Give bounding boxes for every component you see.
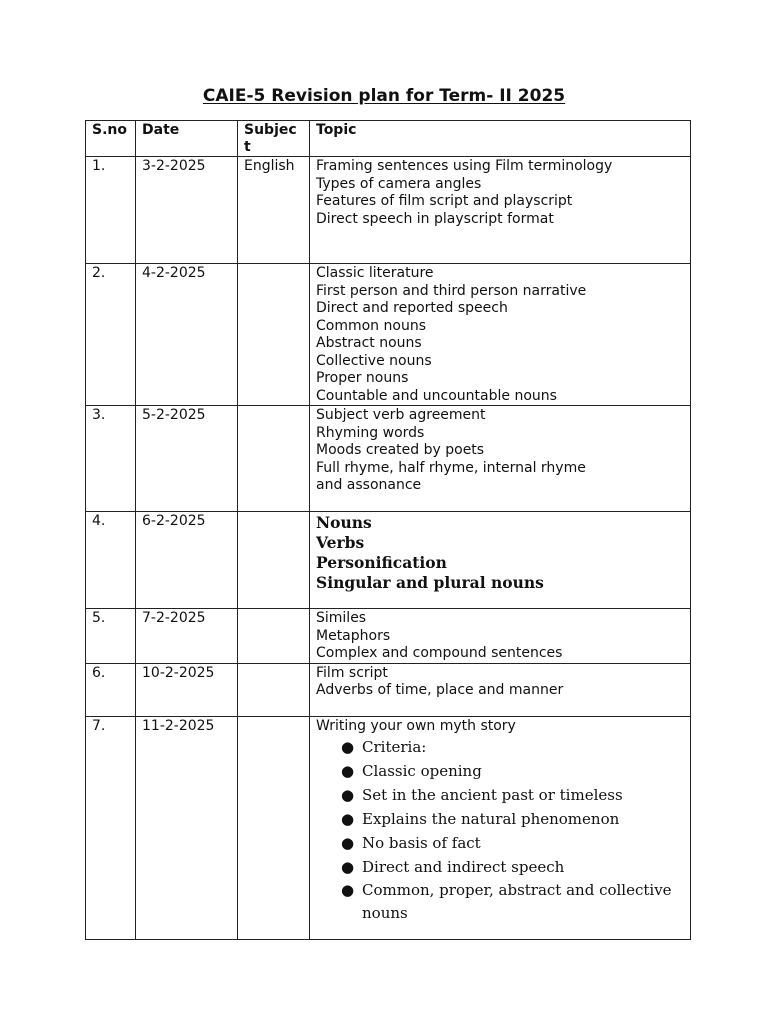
topic-line: Types of camera angles [316, 175, 482, 192]
cell-topic [310, 716, 691, 939]
list-item: ● Common, proper, abstract and collective nouns [341, 881, 672, 922]
cell-sno: 4. [86, 512, 136, 609]
topic-line: Countable and uncountable nouns [316, 387, 557, 404]
table-row [86, 512, 691, 609]
cell-topic [310, 512, 691, 609]
topic-line: Nouns [316, 513, 372, 532]
topic-line: Film script [316, 664, 388, 681]
header-subject: Subjec t [238, 121, 310, 157]
cell-sno: 3. [86, 406, 136, 512]
cell-date: 7-2-2025 [136, 609, 238, 664]
list-item: ● Classic opening [316, 759, 684, 783]
cell-date: 4-2-2025 [136, 264, 238, 406]
bullet-icon: ● [341, 738, 355, 756]
header-topic: Topic [310, 121, 691, 157]
cell-sno: 6. [86, 663, 136, 716]
bullet-icon: ● [341, 786, 355, 804]
cell-date: 3-2-2025 [136, 157, 238, 264]
bullet-icon: ● [341, 810, 355, 828]
cell-sno: 5. [86, 609, 136, 664]
list-item: ● Direct and indirect speech [316, 855, 684, 879]
topic-line: Similes [316, 610, 367, 626]
topic-line: Framing sentences using Film terminology [316, 158, 613, 174]
cell-subject [238, 264, 310, 406]
cell-topic [310, 609, 691, 664]
revision-plan-table [85, 120, 691, 940]
topic-line: Personification [316, 553, 447, 572]
criteria-list [316, 735, 684, 925]
cell-topic [310, 157, 691, 264]
cell-subject [238, 663, 310, 716]
topic-line: Metaphors [316, 627, 391, 644]
cell-date: 10-2-2025 [136, 663, 238, 716]
topic-line: Verbs [316, 533, 365, 552]
topic-line: Direct speech in playscript format [316, 210, 554, 227]
cell-date: 11-2-2025 [136, 716, 238, 939]
table-row [86, 406, 691, 512]
table-row [86, 264, 691, 406]
bullet-icon: ● [341, 881, 355, 899]
list-item: ● Criteria: [316, 735, 684, 759]
cell-subject [238, 609, 310, 664]
bullet-icon: ● [341, 762, 355, 780]
topic-line: Collective nouns [316, 352, 432, 369]
topic-line: Proper nouns [316, 370, 409, 386]
topic-line: Complex and compound sentences [316, 645, 563, 661]
list-item: ● Explains the natural phenomenon [316, 807, 684, 831]
table-row [86, 716, 691, 939]
bullet-icon: ● [341, 834, 355, 852]
cell-date: 6-2-2025 [136, 512, 238, 609]
table-row [86, 157, 691, 264]
table-row [86, 609, 691, 664]
topic-line: Adverbs of time, place and manner [316, 682, 564, 698]
topic-line: Features of film script and playscript [316, 193, 573, 209]
topic-line: Common nouns [316, 317, 426, 334]
table-header-row [86, 121, 691, 157]
header-date: Date [136, 121, 238, 157]
cell-subject [238, 716, 310, 939]
bullet-icon: ● [341, 858, 355, 876]
topic-line: Subject verb agreement [316, 407, 486, 423]
header-sno: S.no [86, 121, 136, 157]
topic-line: Classic literature [316, 265, 434, 281]
topic-line: Singular and plural nouns [316, 573, 544, 592]
cell-sno: 7. [86, 716, 136, 939]
cell-sno: 1. [86, 157, 136, 264]
cell-topic [310, 663, 691, 716]
cell-date: 5-2-2025 [136, 406, 238, 512]
topic-line: Rhyming words [316, 424, 425, 441]
list-item: ● No basis of fact [316, 831, 684, 855]
topic-line: First person and third person narrative [316, 282, 587, 299]
table-row [86, 663, 691, 716]
topic-line: Full rhyme, half rhyme, internal rhyme and assonance [316, 459, 586, 493]
topic-line: Moods created by poets [316, 442, 485, 458]
cell-sno: 2. [86, 264, 136, 406]
topic-line: Direct and reported speech [316, 300, 508, 316]
topic-line: Writing your own myth story [316, 717, 516, 734]
cell-topic [310, 264, 691, 406]
cell-topic [310, 406, 691, 512]
cell-subject [238, 406, 310, 512]
cell-subject [238, 512, 310, 609]
page-title: CAIE-5 Revision plan for Term- II 2025 [202, 86, 566, 106]
topic-line: Abstract nouns [316, 335, 422, 351]
cell-subject: English [238, 157, 310, 264]
list-item: ● Set in the ancient past or timeless [316, 783, 684, 807]
